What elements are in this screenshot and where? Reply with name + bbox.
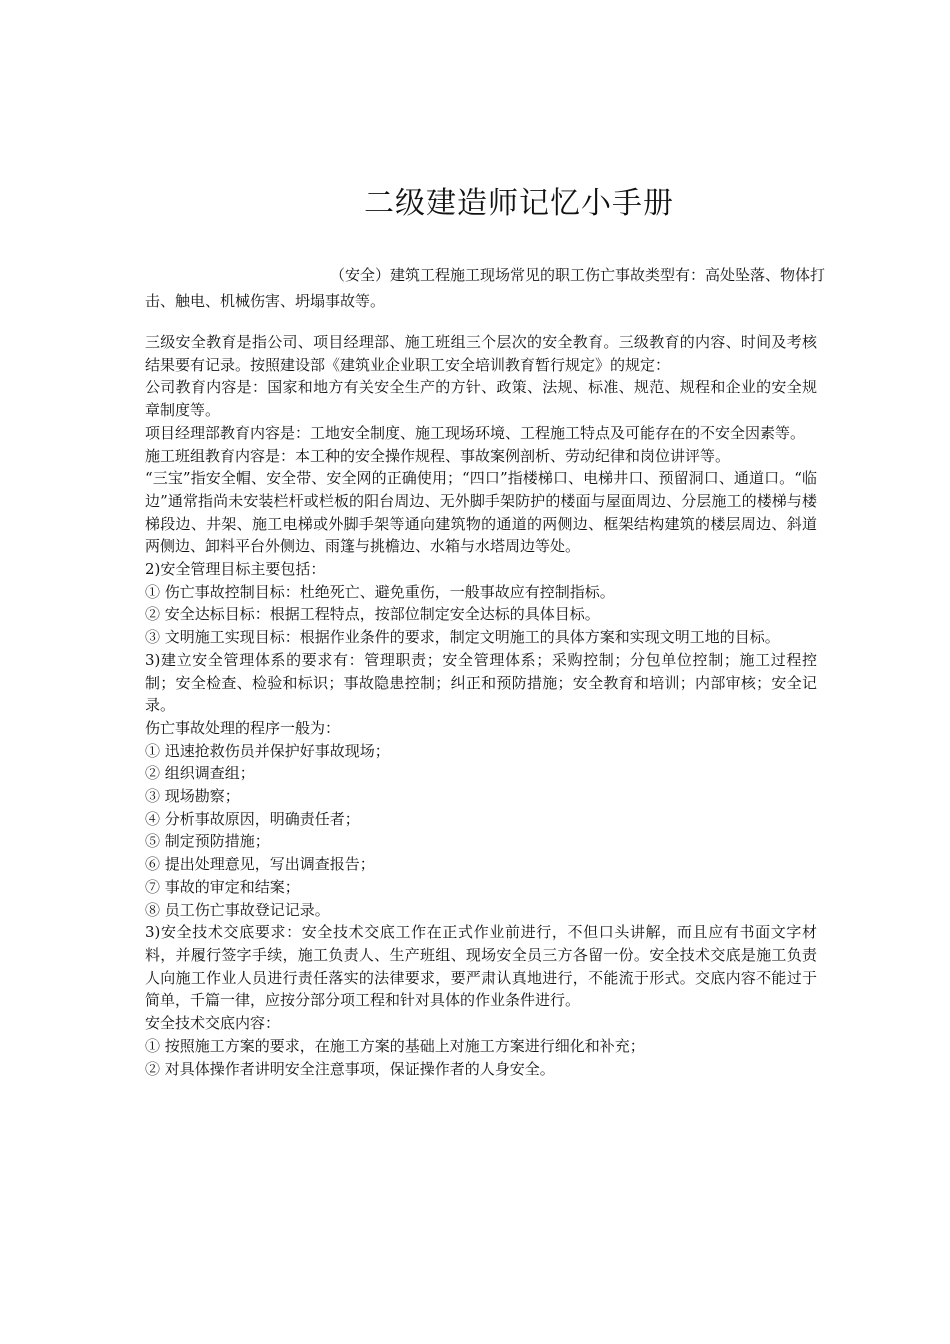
paragraph-technical-briefing: 3)安全技术交底要求：安全技术交底工作在正式作业前进行，不但口头讲解，而且应有书面文字材料，并履行签字手续，施工负责人、生产班组、现场安全员三方各留一份。安全技术交底是施工负责人向施工作业人员进行责任落实的法律要求，要严肃认真地进行，不能流于形式。交底内容不能过于简单，千篇一律，应按分部分项工程和针对具体的作业条件进行。	[145, 923, 817, 1010]
list-item: ① 伤亡事故控制目标：杜绝死亡、避免重伤，一般事故应有控制指标。	[145, 582, 615, 601]
list-item: ② 对具体操作者讲明安全注意事项，保证操作者的人身安全。	[145, 1059, 555, 1078]
list-item: ③ 文明施工实现目标：根据作业条件的要求，制定文明施工的具体方案和实现文明工地的目标。	[145, 628, 780, 647]
list-item: ⑧ 员工伤亡事故登记记录。	[145, 900, 330, 919]
paragraph-company-education: 公司教育内容是：国家和地方有关安全生产的方针、政策、法规、标准、规范、规程和企业的安全规章制度等。	[145, 378, 817, 420]
list-item: ③ 现场勘察；	[145, 787, 240, 806]
list-item: ② 安全达标目标：根据工程特点，按部位制定安全达标的具体目标。	[145, 605, 600, 624]
paragraph-project-education: 项目经理部教育内容是：工地安全制度、施工现场环境、工程施工特点及可能存在的不安全因素等。	[145, 423, 806, 442]
document-body	[145, 331, 817, 1080]
paragraph-goals-heading: 2)安全管理目标主要包括：	[145, 560, 326, 579]
list-item: ⑤ 制定预防措施；	[145, 832, 270, 851]
paragraph-accident-procedure-heading: 伤亡事故处理的程序一般为：	[145, 718, 341, 737]
intro-paragraph: （安全）建筑工程施工现场常见的职工伤亡事故类型有：高处坠落、物体打击、触电、机械伤害、坍塌事故等。	[145, 266, 826, 310]
list-item: ① 按照施工方案的要求，在施工方案的基础上对施工方案进行细化和补充；	[145, 1036, 645, 1055]
list-item: ② 组织调查组；	[145, 764, 255, 783]
paragraph-team-education: 施工班组教育内容是：本工种的安全操作规程、事故案例剖析、劳动纪律和岗位讲评等。	[145, 446, 731, 465]
list-item: ① 迅速抢救伤员并保护好事故现场；	[145, 741, 390, 760]
paragraph-management-system: 3)建立安全管理体系的要求有：管理职责；安全管理体系；采购控制；分包单位控制；施工过程控制；安全检查、检验和标识；事故隐患控制；纠正和预防措施；安全教育和培训；内部审核；安全记录。	[145, 650, 817, 715]
list-item: ④ 分析事故原因，明确责任者；	[145, 809, 360, 828]
paragraph-three-treasures: “三宝”指安全帽、安全带、安全网的正确使用；“四口”指楼梯口、电梯井口、预留洞口、通道口。“临边”通常指尚未安装栏杆或栏板的阳台周边、无外脚手架防护的楼面与屋面周边、分层施工的楼梯与楼梯段边、井架、施工电梯或外脚手架等通向建筑物的通道的两侧边、框架结构建筑的楼层周边、斜道两侧边、卸料平台外侧边、雨篷与挑檐边、水箱与水塔周边等处。	[145, 469, 817, 556]
document-title: 二级建造师记忆小手册	[364, 186, 674, 221]
list-item: ⑦ 事故的审定和结案；	[145, 877, 300, 896]
paragraph-education-intro: 三级安全教育是指公司、项目经理部、施工班组三个层次的安全教育。三级教育的内容、时间及考核结果要有记录。按照建设部《建筑业企业职工安全培训教育暂行规定》的规定：	[145, 333, 817, 374]
paragraph-briefing-content-heading: 安全技术交底内容：	[145, 1014, 281, 1033]
list-item: ⑥ 提出处理意见，写出调查报告；	[145, 855, 375, 874]
